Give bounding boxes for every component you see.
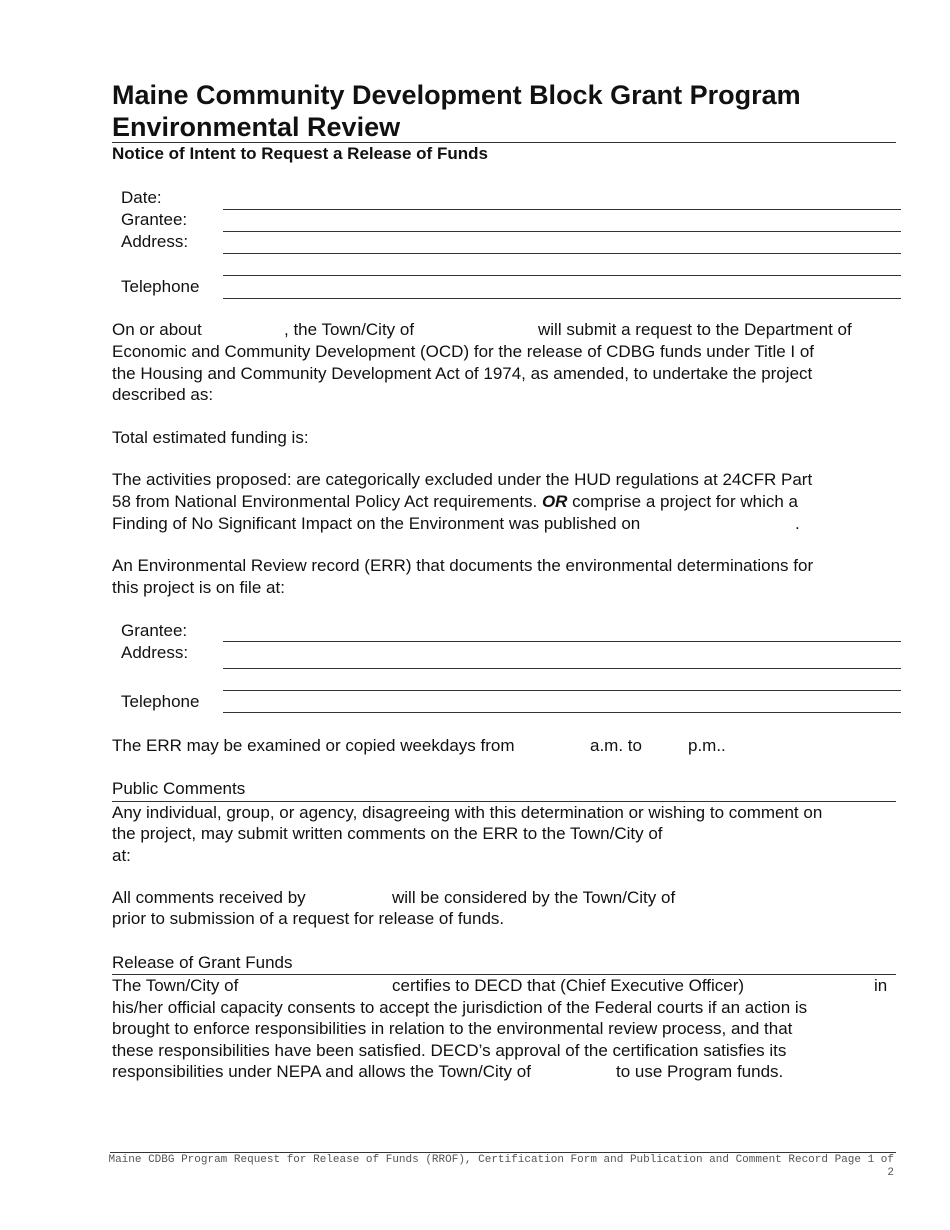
activities-text: [112, 492, 798, 512]
title-rule: [112, 142, 896, 143]
examined-text: p.m..: [688, 736, 726, 755]
activities-period: .: [795, 514, 800, 533]
grantee-field[interactable]: [223, 231, 901, 232]
para1-text: the Housing and Community Development Act of 1974, as amended, to undertake the project: [112, 364, 813, 383]
document-title-line2: Environmental Review: [112, 112, 401, 142]
activities-text: The activities proposed: are categorically excluded under the HUD regulations at 24CFR Part: [112, 470, 813, 489]
document-subtitle: Notice of Intent to Request a Release of Funds: [112, 144, 488, 163]
address-field-line2[interactable]: [223, 275, 901, 276]
comments-received-text: prior to submission of a request for release of funds.: [112, 909, 505, 928]
release-text: certifies to DECD that (Chief Executive Officer): [392, 976, 745, 995]
err-telephone-field[interactable]: [223, 712, 901, 713]
telephone-label: Telephone: [121, 277, 200, 296]
para1-text: will submit a request to the Department of: [538, 320, 852, 339]
telephone-field[interactable]: [223, 298, 901, 299]
para1-text: On or about: [112, 320, 202, 339]
public-comments-text: at:: [112, 846, 131, 865]
comments-received-text: All comments received by: [112, 888, 306, 907]
err-address-label: Address:: [121, 643, 189, 662]
examined-text: The ERR may be examined or copied weekdays from: [112, 736, 515, 755]
release-text: to use Program funds.: [616, 1062, 784, 1081]
para1-text: , the Town/City of: [284, 320, 415, 339]
or-emphasis: OR: [541, 492, 568, 511]
release-text: brought to enforce responsibilities in relation to the environmental review process, and that: [112, 1019, 793, 1038]
err-grantee-field[interactable]: [223, 641, 901, 642]
err-telephone-label: Telephone: [121, 692, 200, 711]
err-text: this project is on file at:: [112, 578, 285, 597]
page-footer: Maine CDBG Program Request for Release of Funds (RROF), Certification Form and Publication and Comment Record Page 1 of 2: [108, 1154, 894, 1179]
err-grantee-label: Grantee:: [121, 621, 188, 640]
comments-received-text: will be considered by the Town/City of: [392, 888, 676, 907]
public-comments-rule: [112, 801, 896, 802]
activities-text-seg: 58 from National Environmental Policy Act requirements.: [112, 492, 538, 511]
release-text: these responsibilities have been satisfied. DECD’s approval of the certification satisfies its: [112, 1041, 787, 1060]
release-text: his/her official capacity consents to accept the jurisdiction of the Federal courts if an action is: [112, 998, 808, 1017]
funding-text: Total estimated funding is:: [112, 428, 309, 447]
date-field[interactable]: [223, 209, 901, 210]
examined-text: a.m. to: [590, 736, 642, 755]
footer-rule: [110, 1152, 896, 1153]
release-heading: Release of Grant Funds: [112, 953, 293, 972]
release-text: in: [874, 976, 888, 995]
public-comments-heading: Public Comments: [112, 779, 246, 798]
activities-text-seg: comprise a project for which a: [572, 492, 798, 511]
public-comments-text: the project, may submit written comments on the ERR to the Town/City of: [112, 824, 663, 843]
document-title: Maine Community Development Block Grant Program: [112, 80, 801, 110]
release-rule: [112, 974, 896, 975]
err-address-field[interactable]: [223, 668, 901, 669]
err-address-field-line2[interactable]: [223, 690, 901, 691]
para1-text: described as:: [112, 385, 214, 404]
date-label: Date:: [121, 188, 162, 207]
para1-text: Economic and Community Development (OCD) for the release of CDBG funds under Title I of: [112, 342, 815, 361]
release-text: The Town/City of: [112, 976, 239, 995]
err-text: An Environmental Review record (ERR) that documents the environmental determinations for: [112, 556, 814, 575]
grantee-label: Grantee:: [121, 210, 188, 229]
address-label: Address:: [121, 232, 189, 251]
public-comments-text: Any individual, group, or agency, disagreeing with this determination or wishing to comment on: [112, 803, 823, 822]
address-field[interactable]: [223, 253, 901, 254]
release-text: responsibilities under NEPA and allows the Town/City of: [112, 1062, 531, 1081]
activities-text: Finding of No Significant Impact on the Environment was published on: [112, 514, 641, 533]
